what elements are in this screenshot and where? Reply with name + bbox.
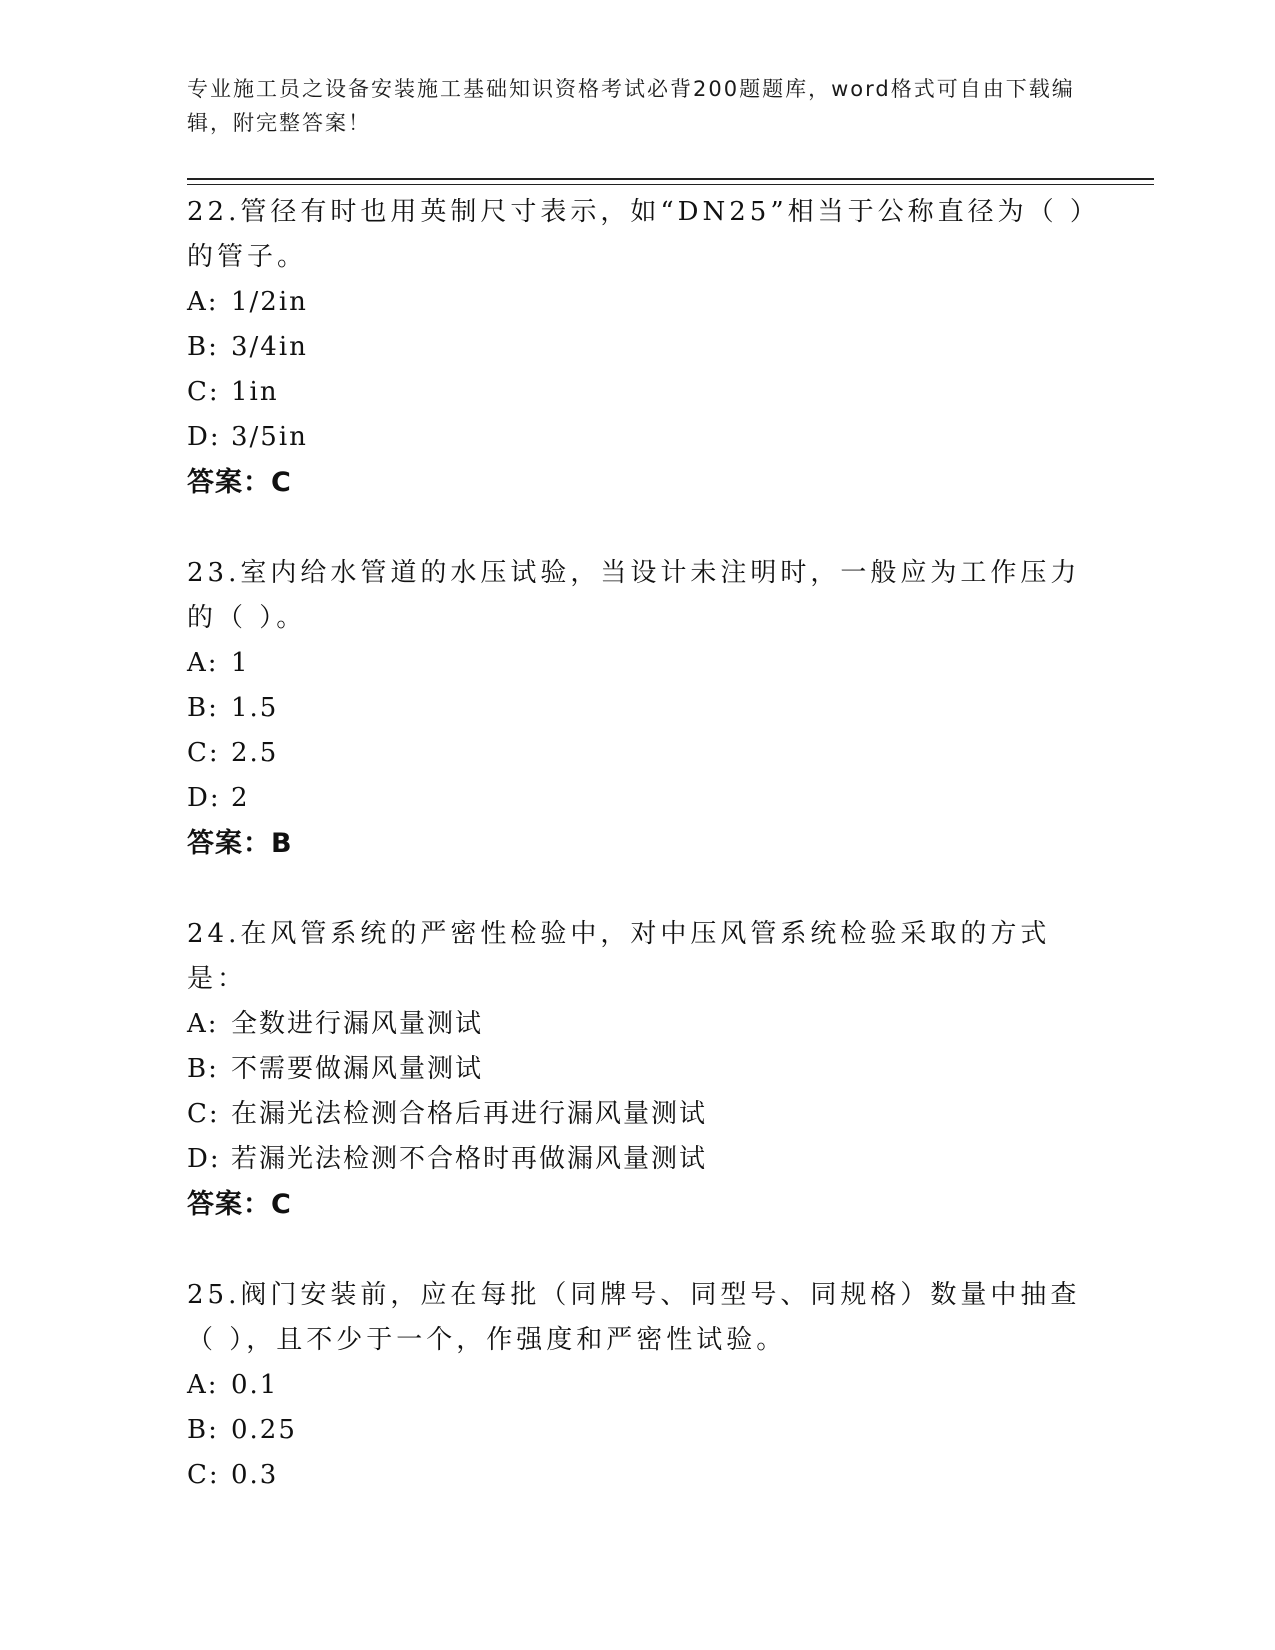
- option-text: 1.5: [231, 693, 279, 723]
- option-text: 0.1: [231, 1370, 279, 1400]
- option-text: 全数进行漏风量测试: [231, 1009, 484, 1039]
- option-text: 0.25: [231, 1415, 297, 1445]
- option-letter: A:: [187, 287, 219, 317]
- option-c: [187, 1453, 1087, 1498]
- option-text: 3/4in: [231, 332, 308, 362]
- option-text: 不需要做漏风量测试: [231, 1054, 484, 1084]
- option-a: [187, 1002, 1087, 1047]
- option-letter: D:: [187, 422, 221, 452]
- header-rule-thin: [187, 184, 1154, 185]
- question-24: [187, 912, 1087, 1227]
- option-letter: D:: [187, 783, 221, 813]
- answer-label: 答案：B: [187, 828, 293, 859]
- question-22: [187, 190, 1087, 505]
- option-text: 2.5: [231, 738, 279, 768]
- option-text: 2: [231, 783, 250, 813]
- option-a: [187, 280, 1087, 325]
- option-b: [187, 1047, 1087, 1092]
- option-c: [187, 370, 1087, 415]
- option-letter: C:: [187, 377, 220, 407]
- answer-label: 答案：C: [187, 1189, 292, 1220]
- option-b: [187, 686, 1087, 731]
- option-a: [187, 641, 1087, 686]
- question-list: [187, 190, 1087, 1544]
- document-header: 专业施工员之设备安装施工基础知识资格考试必背200题题库，word格式可自由下载编辑，附完整答案！: [187, 77, 1075, 135]
- option-letter: B:: [187, 1415, 219, 1445]
- question-25: [187, 1273, 1087, 1498]
- option-c: [187, 1092, 1087, 1137]
- option-letter: B:: [187, 332, 219, 362]
- option-d: [187, 415, 1087, 460]
- question-23: [187, 551, 1087, 866]
- option-letter: C:: [187, 738, 220, 768]
- answer-label: 答案：C: [187, 467, 292, 498]
- option-text: 1in: [231, 377, 279, 407]
- option-c: [187, 731, 1087, 776]
- question-text: 25.阀门安装前，应在每批（同牌号、同型号、同规格）数量中抽查（ ），且不少于一个，作强度和严密性试验。: [187, 1280, 1081, 1355]
- option-text: 1: [231, 648, 250, 678]
- option-b: [187, 1408, 1087, 1453]
- option-letter: D:: [187, 1144, 221, 1174]
- question-text: 23.室内给水管道的水压试验，当设计未注明时，一般应为工作压力的（ ）。: [187, 558, 1081, 633]
- question-text: 22.管径有时也用英制尺寸表示，如“DN25”相当于公称直径为（ ）的管子。: [187, 197, 1087, 272]
- option-letter: A:: [187, 1370, 219, 1400]
- option-d: [187, 1137, 1087, 1182]
- option-text: 0.3: [231, 1460, 279, 1490]
- option-text: 3/5in: [231, 422, 308, 452]
- option-text: 1/2in: [231, 287, 308, 317]
- header-rule-thick: [187, 178, 1154, 180]
- option-d: [187, 776, 1087, 821]
- option-letter: C:: [187, 1460, 220, 1490]
- option-letter: B:: [187, 1054, 219, 1084]
- option-letter: A:: [187, 648, 219, 678]
- option-b: [187, 325, 1087, 370]
- option-letter: B:: [187, 693, 219, 723]
- option-text: 在漏光法检测合格后再进行漏风量测试: [231, 1099, 708, 1129]
- question-text: 24.在风管系统的严密性检验中，对中压风管系统检验采取的方式是：: [187, 919, 1051, 994]
- option-text: 若漏光法检测不合格时再做漏风量测试: [231, 1144, 708, 1174]
- option-letter: C:: [187, 1099, 220, 1129]
- option-a: [187, 1363, 1087, 1408]
- option-letter: A:: [187, 1009, 219, 1039]
